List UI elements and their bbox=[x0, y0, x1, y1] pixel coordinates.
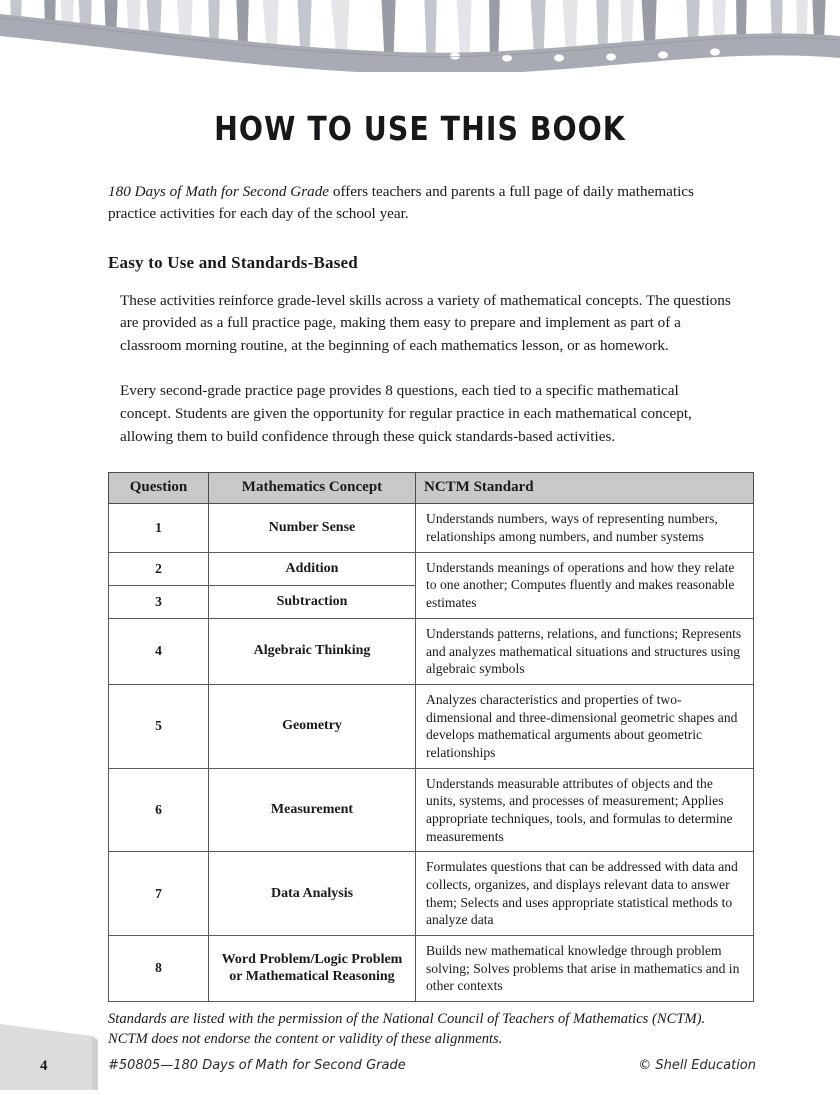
body-paragraph-1: These activities reinforce grade-level skills across a variety of mathematical concepts. The questions are provided as a full practice page, making them easy to prepare and implement as part of a classroom morning routine, at the beginning of each mathematics lesson, or as homework. bbox=[120, 291, 731, 355]
column-header-question: Question bbox=[109, 473, 209, 504]
table-body bbox=[109, 504, 754, 1001]
cell-nctm-standard: Understands patterns, relations, and functions; Represents and analyzes mathematical situations and structures using algebraic symbols bbox=[416, 618, 754, 684]
cell-nctm-standard: Formulates questions that can be addressed with data and collects, organizes, and displays relevant data to answer them; Selects and uses appropriate statistical methods to analyze data bbox=[416, 852, 754, 936]
cell-math-concept: Algebraic Thinking bbox=[209, 618, 416, 684]
standards-table bbox=[108, 472, 754, 1001]
cell-nctm-standard: Builds new mathematical knowledge through problem solving; Solves problems that arise in mathematics and in other contexts bbox=[416, 935, 754, 1001]
body-paragraph-2: Every second-grade practice page provides 8 questions, each tied to a specific mathematical concept. Students are given the opportunity for regular practice in each mathematical concept, allowing them to build confidence through these quick standards-based activities. bbox=[120, 382, 692, 445]
page-number: 4 bbox=[40, 1058, 48, 1074]
cell-question-number: 5 bbox=[109, 684, 209, 768]
table-head bbox=[109, 473, 754, 504]
cell-nctm-standard: Understands measurable attributes of objects and the units, systems, and processes of measurement; Applies appropriate techniques, tools, and formulas to determine measurements bbox=[416, 768, 754, 852]
cell-question-number: 1 bbox=[109, 504, 209, 552]
decorative-header-banner bbox=[0, 0, 840, 72]
cell-question-number: 3 bbox=[109, 585, 209, 618]
cell-question-number: 8 bbox=[109, 935, 209, 1001]
cell-math-concept: Subtraction bbox=[209, 585, 416, 618]
cell-nctm-standard: Understands meanings of operations and how they relate to one another; Computes fluently and makes reasonable estimates bbox=[416, 552, 754, 618]
cell-question-number: 4 bbox=[109, 618, 209, 684]
cell-question-number: 6 bbox=[109, 768, 209, 852]
cell-question-number: 7 bbox=[109, 852, 209, 936]
table-row bbox=[109, 684, 754, 768]
page-content bbox=[0, 72, 840, 1050]
page-footer bbox=[0, 1018, 840, 1090]
cell-question-number: 2 bbox=[109, 552, 209, 585]
page-number-tab-shape bbox=[0, 1018, 98, 1090]
table-header-row bbox=[109, 473, 754, 504]
cell-math-concept: Addition bbox=[209, 552, 416, 585]
footer-copyright: © Shell Education bbox=[638, 1058, 756, 1073]
section-heading: Easy to Use and Standards-Based bbox=[108, 252, 358, 272]
cell-math-concept: Number Sense bbox=[209, 504, 416, 552]
cell-nctm-standard: Analyzes characteristics and properties of two-dimensional and three-dimensional geometric shapes and develops mathematical arguments about geometric relationships bbox=[416, 684, 754, 768]
cell-nctm-standard: Understands numbers, ways of representing numbers, relationships among numbers, and number systems bbox=[416, 504, 754, 552]
cell-math-concept: Geometry bbox=[209, 684, 416, 768]
column-header-concept: Mathematics Concept bbox=[209, 473, 416, 504]
cell-math-concept: Word Problem/Logic Problem or Mathematical Reasoning bbox=[209, 935, 416, 1001]
page-title: HOW TO USE THIS BOOK bbox=[214, 109, 626, 148]
intro-paragraph bbox=[108, 181, 732, 226]
footer-book-id: #50805—180 Days of Math for Second Grade bbox=[108, 1058, 406, 1073]
table-row bbox=[109, 768, 754, 852]
standards-table-container bbox=[0, 472, 840, 1001]
intro-rest: offers teachers and parents a full page of daily mathematics practice activities for each day of the school year. bbox=[108, 183, 694, 223]
table-row bbox=[109, 552, 754, 585]
banner-graphic bbox=[0, 0, 840, 72]
table-row bbox=[109, 935, 754, 1001]
table-row bbox=[109, 504, 754, 552]
page-number-tab bbox=[0, 1018, 98, 1090]
table-row bbox=[109, 852, 754, 936]
cell-math-concept: Data Analysis bbox=[209, 852, 416, 936]
column-header-standard: NCTM Standard bbox=[416, 473, 754, 504]
cell-math-concept: Measurement bbox=[209, 768, 416, 852]
book-title-italic: 180 Days of Math for Second Grade bbox=[108, 183, 330, 200]
table-note: Standards are listed with the permission of the National Council of Teachers of Mathematics (NCTM). NCTM does not endorse the content or validity of these alignments. bbox=[108, 1010, 706, 1047]
table-row bbox=[109, 618, 754, 684]
